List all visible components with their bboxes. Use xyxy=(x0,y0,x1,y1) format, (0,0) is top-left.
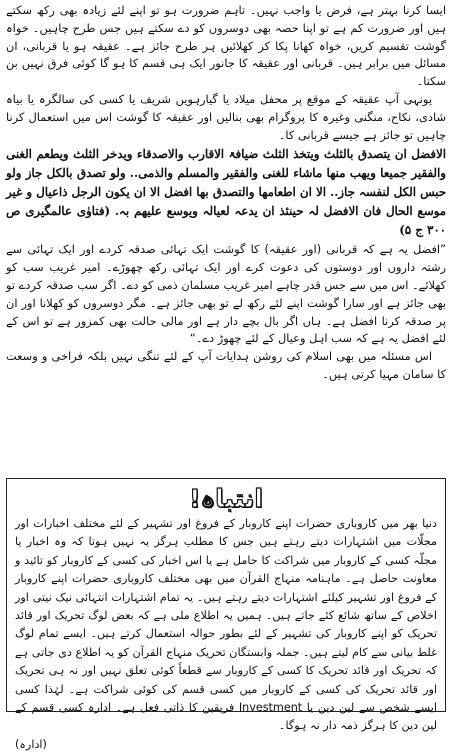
paragraph-conclusion: اس مسئلہ میں بھی اسلام کی روشن ہدایات آپ کے لئے تنگی نہیں بلکہ فراخی و وسعت کا سامان مہیا کرتی ہیں۔ xyxy=(6,349,446,381)
quotation-translation: ”افضل یہ ہے کہ قربانی (اور عقیقہ) کا گوشت ایک تہائی صدقہ کردے اور ایک تہائی سے رشتہ داروں اور دوستوں کی دعوت کرے اور ایک تہائی رکھ چھوڑے۔ امیر غریب سب کو کھلائے۔ اس میں سے جس قدر چاہے امیر غریب مسلمان ذمی کو دے۔ اگر سب صدقہ کردے تو بھی جائز ہے اور سارا گوشت اپنے لئے رکھ لے تو بھی جائز ہے۔ مگر دوسروں کو کھلانا اور ان پر صدقہ کرنا افضل ہے۔ ہاں اگر بال بچے دار ہے اور مالی حالت بھی کمزور ہے تو اس کے لئے افضل یہ ہے کہ سب اہل وعیال کے لئے چھوڑ دے۔“ xyxy=(6,242,446,346)
paragraph-intro: ایسا کرنا بہتر ہے، فرض یا واجب نہیں۔ تاہم ضرورت ہو تو اپنے لئے زیادہ بھی رکھ سکتے ہیں اور ضرورت کم ہے تو اپنا حصہ بھی دوسروں کو دے سکتے ہیں جس طرح چاہیں۔ خواہ گوشت تقسیم کریں، خواہ کھانا پکا کر کھلائیں ہر طرح جائز ہے۔ عقیقہ ہو یا قربانی، ان مسائل میں برابر ہیں۔ قربانی اور عقیقہ کا جانور ایک ہی قسم کا ہو گا کوئی فرق نہیں بن سکتا۔ xyxy=(6,3,446,89)
notice-signature: (ادارہ) xyxy=(15,737,47,751)
paragraph-events: یونہی آپ عقیقہ کے موقع پر محفل میلاد یا گیارہویں شریف یا کسی کی سالگرہ یا بیاہ شادی، نکاح، منگنی وغیرہ کا پروگرام بھی بنالیں اور عقیقہ کا گوشت اس میں استعمال کرنا چاہیں تو جائز ہے جیسے قربانی کا۔ xyxy=(6,91,446,142)
notice-box xyxy=(6,478,446,751)
notice-title xyxy=(15,483,437,515)
arabic-quotation: الافضل ان یتصدق بالثلث ویتخذ الثلث ضیافۃ الاقارب والاصدقاء ویدخر الثلث ویطعم الغنی والفقیر جمیعا ویھب منھا ماشاء للغنی والفقیر والمسلم والذمی.. ولو تصدق بالکل جاز ولو حبس الکل لنفسہ جاز.. الا ان اطعامھا والتصدق بھا افضل الا ان یکون الرجل ذاعیال و غیر موسع الحال فان الافضل لہ حینئذ ان یدعہ لعیالہ ویوسع علیھم بہ. (فتاوٰی عالمگیری ص ۳۰۰ ج ۵) xyxy=(6,147,446,238)
notice-body: دنیا بھر میں کاروباری حضرات اپنے کاروبار کے فروغ اور تشہیر کے لئے مختلف اخبارات اور مجلّات میں اشتہارات دیتے رہتے ہیں جس کا مطلب ہرگز یہ نہیں ہوتا کہ وہ اخبار یا مجلّہ کسی کے کاروبار میں شراکت کا حامل ہے یا اس اخبار کی کسی کے کاروبار کو تائید و معاونت حاصل ہے۔ ماہنامہ منہاج القرآن میں بھی مختلف کاروباری حضرات اپنے کاروبار کے فروغ اور تشہیر کیلئے اشتہارات دیتے رہتے ہیں۔ یہ تمام اشتہارات انتہائی نیک نیتی اور اخلاص کے ساتھ شائع کئے جاتے ہیں۔ ہمیں یہ اطلاع ملی ہے کہ بعض لوگ تحریک اور قائد تحریک کو اپنے کاروبار کی تشہیر کے لئے بطور حوالہ استعمال کرتے ہیں۔ ایسے تمام لوگ غلط بیانی سے کام لیتے ہیں۔ جملہ وابستگان تحریک منہاج القرآن کو یہ اطلاع دی جاتی ہے کہ تحریک اور قائد تحریک کا کسی کے کاروبار سے قطعاً کوئی تعلق نہیں اور نہ ہی تحریک اور قائد تحریک کی کسی کے کاروبار میں کسی قسم کی کوئی شراکت ہے۔ لہٰذا کسی ایسے شخص سے لین دین یا Investment فریقین کا ذاتی فعل ہے۔ ادارہ کسی قسم کے لین دین کا ہرگز ذمہ دار نہ ہوگا۔ xyxy=(15,517,437,733)
notice-title-text: انتباہ! xyxy=(189,484,263,513)
